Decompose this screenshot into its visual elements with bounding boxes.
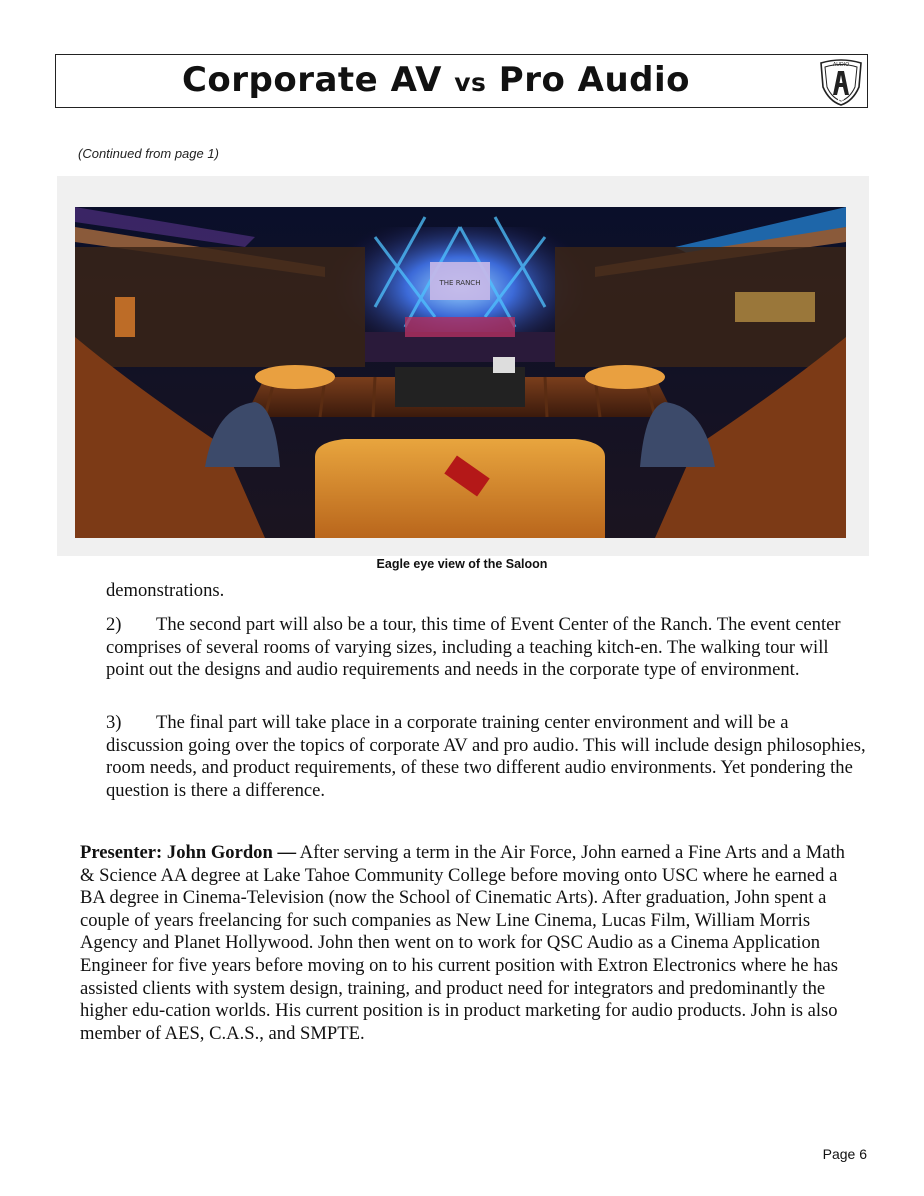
svg-text:ES: ES: [837, 99, 845, 105]
title-box: [55, 54, 868, 108]
title-part-2: Pro Audio: [498, 60, 691, 100]
figure-caption: Eagle eye view of the Saloon: [376, 557, 548, 571]
list-item-text: The second part will also be a tour, this time of Event Center of the Ranch. The event center comprises of several rooms of varying sizes, including a teaching kitch-en. The walking tour will point out the designs and audio requirements and needs in the corporate type of environment.: [106, 614, 841, 681]
page-title: [56, 57, 816, 106]
presenter-name: Presenter: John Gordon —: [80, 842, 297, 863]
presenter-bio: [80, 842, 860, 1045]
paragraph-continuation: demonstrations.: [106, 580, 225, 601]
svg-text:THE RANCH: THE RANCH: [439, 279, 481, 287]
list-number: 3): [106, 712, 122, 733]
continued-note: (Continued from page 1): [78, 146, 219, 161]
saloon-photo: [75, 207, 846, 538]
presenter-text: After serving a term in the Air Force, John earned a Fine Arts and a Math & Science AA degree at Lake Tahoe Community College before moving onto USC where he earned a BA degree in Cinema-Television (now the School of Cinematic Arts). After graduation, John spent a couple of years freelancing for such companies as New Line Cinema, Lucas Film, William Morris Agency and Planet Hollywood. John then went on to work for QSC Audio as a Cinema Application Engineer for five years before moving on to his current position with Extron Electronics where he has assisted clients with system design, training, and product need for integrators and predominantly the higher edu-cation worlds. His current position is in product marketing for audio products. John is also member of AES, C.A.S., and SMPTE.: [80, 842, 845, 1044]
list-item-3: [106, 712, 866, 802]
list-item-2: [106, 614, 866, 682]
aes-logo: [817, 57, 865, 107]
title-part-1: Corporate AV: [181, 60, 442, 100]
svg-text:AUDIO: AUDIO: [832, 62, 850, 68]
list-item-text: The final part will take place in a corporate training center environment and will be a discussion going over the topics of corporate AV and pro audio. This will include design philosophies, room needs, and product requirements, of these two different audio environments. Yet pondering the question is there a difference.: [106, 712, 866, 801]
page-number: Page 6: [822, 1146, 867, 1162]
list-number: 2): [106, 614, 122, 635]
title-vs: vs: [454, 68, 487, 97]
